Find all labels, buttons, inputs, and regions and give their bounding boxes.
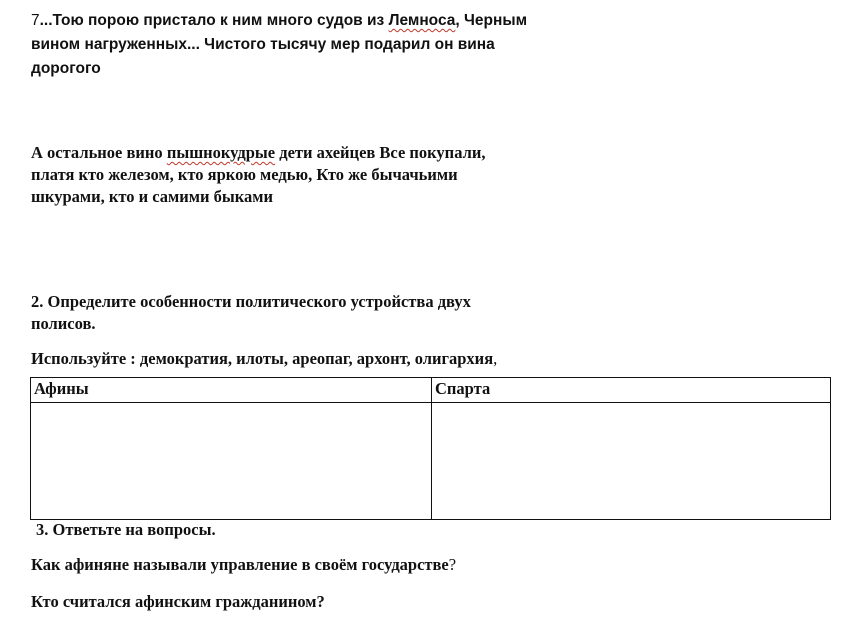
quote-wine xyxy=(31,142,571,208)
task2-hint-text: Используйте : демократия, илоты, ареопаг, архонт, олигархия xyxy=(31,349,494,368)
quote-lemnos xyxy=(31,9,571,81)
spellcheck-word-curly: пышнокудрые xyxy=(166,143,276,162)
quote-wine-line2: платя кто железом, кто яркою медью, Кто же бычачьими xyxy=(31,165,458,184)
quote-lemnos-line3: дорогого xyxy=(31,60,101,77)
task3-title: 3. Ответьте на вопросы. xyxy=(36,520,216,539)
table-row xyxy=(31,403,831,520)
table-cell-sparta xyxy=(432,403,831,520)
task3-question1 xyxy=(31,554,631,576)
task3-question1-text: Как афиняне называли управление в своём государстве xyxy=(31,555,449,574)
quote-wine-text-a: А остальное вино xyxy=(31,143,167,162)
task2-heading xyxy=(31,291,571,335)
quote-wine-line3: шкурами, кто и самими быками xyxy=(31,187,274,206)
quote-lemnos-text-b: , Черным xyxy=(455,12,528,29)
task2-hint-end: , xyxy=(493,349,498,368)
task2-line2: полисов. xyxy=(31,314,96,333)
table-cell-athens xyxy=(31,403,432,520)
table-header-row xyxy=(31,378,831,403)
polis-table xyxy=(30,377,831,520)
quote-number: 7 xyxy=(31,12,40,29)
table-header-athens: Афины xyxy=(31,378,432,403)
task3-question2: Кто считался афинским гражданином? xyxy=(31,592,325,611)
task3-question1-mark: ? xyxy=(448,555,457,574)
quote-lemnos-line2: вином нагруженных... Чистого тысячу мер подарил он вина xyxy=(31,36,495,53)
spellcheck-word-lemnos: Лемноса xyxy=(388,12,456,29)
quote-wine-text-b: дети ахейцев Все покупали, xyxy=(275,143,486,162)
quote-lemnos-text-a: ...Тою порою пристало к ним много судов из xyxy=(39,12,389,29)
task2-line1: 2. Определите особенности политического устройства двух xyxy=(31,292,471,311)
table-header-sparta: Спарта xyxy=(432,378,831,403)
task2-hint xyxy=(31,348,631,370)
